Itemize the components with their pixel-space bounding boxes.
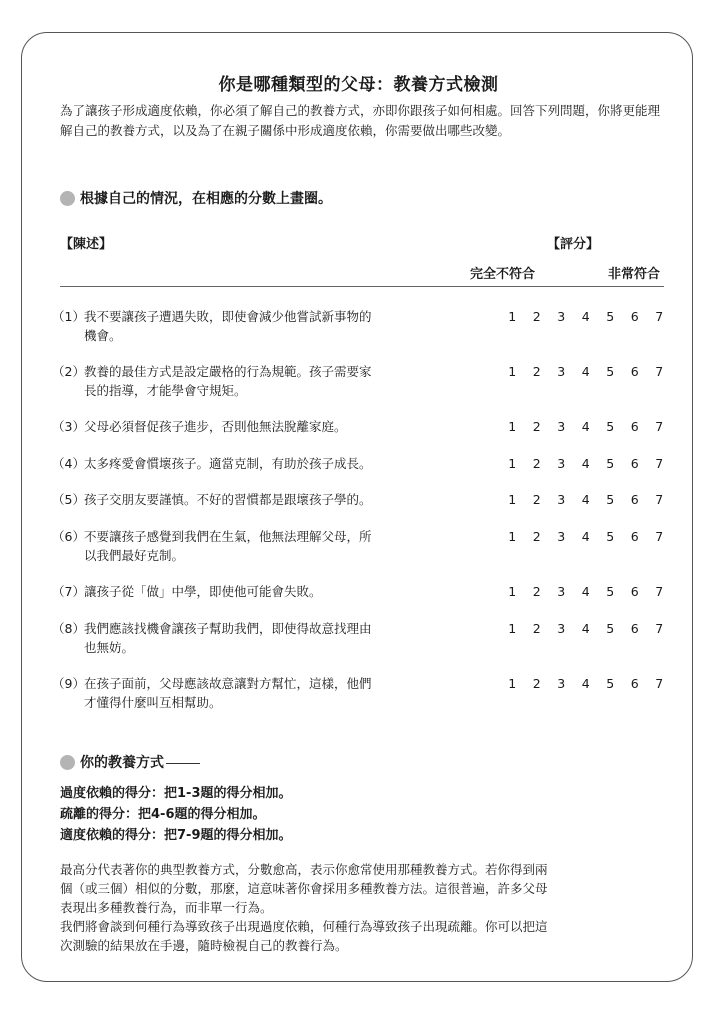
item-statement (84, 362, 484, 400)
rating-option-5[interactable]: 5 (606, 529, 615, 544)
rating-option-4[interactable]: 4 (581, 621, 590, 636)
rating-option-2[interactable]: 2 (532, 364, 541, 379)
rating-option-3[interactable]: 3 (557, 529, 566, 544)
item-statement (84, 490, 484, 509)
item-statement-line: 父母必須督促孩子進步，否則他無法脫離家庭。 (84, 419, 347, 434)
rating-option-7[interactable]: 7 (655, 309, 664, 324)
item-statement (84, 674, 484, 712)
scoring-rule-detachment: 疏離的得分：把4-6題的得分相加。 (60, 807, 266, 822)
rating-option-4[interactable]: 4 (581, 676, 590, 691)
parenting-style-heading (60, 752, 200, 772)
rating-option-1[interactable]: 1 (508, 676, 517, 691)
rating-scale (500, 490, 672, 509)
rating-option-2[interactable]: 2 (532, 456, 541, 471)
item-statement-line: 我不要讓孩子遭遇失敗，即使會減少他嘗試新事物的 (84, 309, 372, 324)
rating-option-2[interactable]: 2 (532, 621, 541, 636)
item-statement-line: 孩子交朋友要謹慎。不好的習慣都是跟壞孩子學的。 (84, 492, 372, 507)
rating-option-3[interactable]: 3 (557, 419, 566, 434)
item-statement-line: 機會。 (84, 328, 122, 343)
item-statement-line: 以我們最好克制。 (84, 548, 185, 563)
rating-option-1[interactable]: 1 (508, 309, 517, 324)
rating-option-5[interactable]: 5 (606, 419, 615, 434)
rating-option-2[interactable]: 2 (532, 309, 541, 324)
rating-option-6[interactable]: 6 (630, 456, 639, 471)
item-statement (84, 582, 484, 601)
rating-scale (500, 674, 672, 693)
instruction-heading (60, 188, 332, 208)
rating-option-6[interactable]: 6 (630, 309, 639, 324)
rating-option-2[interactable]: 2 (532, 492, 541, 507)
rating-option-3[interactable]: 3 (557, 456, 566, 471)
rating-option-2[interactable]: 2 (532, 676, 541, 691)
bullet-dot-icon (60, 191, 75, 206)
rating-option-7[interactable]: 7 (655, 456, 664, 471)
rating-option-6[interactable]: 6 (630, 676, 639, 691)
item-statement-line: 教養的最佳方式是設定嚴格的行為規範。孩子需要家 (84, 364, 372, 379)
item-statement-line: 太多疼愛會慣壞孩子。適當克制，有助於孩子成長。 (84, 456, 372, 471)
item-statement (84, 454, 484, 473)
intro-paragraph: 為了讓孩子形成適度依賴，你必須了解自己的教養方式，亦即你跟孩子如何相處。回答下列問題，你將更能理解自己的教養方式，以及為了在親子關係中形成適度依賴，你需要做出哪些改變。 (60, 103, 661, 138)
rating-scale (500, 362, 672, 381)
item-number: （8） (52, 621, 85, 636)
rating-option-3[interactable]: 3 (557, 364, 566, 379)
item-statement-line: 讓孩子從「做」中學，即使他可能會失敗。 (84, 584, 322, 599)
rating-option-1[interactable]: 1 (508, 456, 517, 471)
closing-line: 次測驗的結果放在手邊，隨時檢視自己的教養行為。 (60, 938, 348, 953)
rating-column-header: 【評分】 (547, 237, 600, 252)
rating-option-7[interactable]: 7 (655, 676, 664, 691)
item-number: （4） (52, 456, 85, 471)
rating-option-6[interactable]: 6 (630, 584, 639, 599)
parenting-style-title: 你的教養方式 (80, 755, 164, 771)
rating-option-5[interactable]: 5 (606, 621, 615, 636)
item-number: （3） (52, 419, 85, 434)
closing-line: 表現出多種教養行為，而非單一行為。 (60, 900, 273, 915)
statement-column-header: 【陳述】 (60, 237, 113, 252)
item-statement-line: 不要讓孩子感覺到我們在生氣，他無法理解父母，所 (84, 529, 372, 544)
rating-option-6[interactable]: 6 (630, 492, 639, 507)
rating-option-5[interactable]: 5 (606, 584, 615, 599)
rating-option-2[interactable]: 2 (532, 584, 541, 599)
rating-option-1[interactable]: 1 (508, 364, 517, 379)
page-title: 你是哪種類型的父母：教養方式檢測 (218, 75, 499, 95)
item-statement-line: 也無妨。 (84, 640, 135, 655)
rating-scale (500, 582, 672, 601)
rating-option-2[interactable]: 2 (532, 529, 541, 544)
rating-option-4[interactable]: 4 (581, 364, 590, 379)
item-statement (84, 417, 484, 436)
rating-option-1[interactable]: 1 (508, 584, 517, 599)
heading-dash (166, 763, 200, 764)
item-number: （9） (52, 676, 85, 691)
rating-option-6[interactable]: 6 (630, 364, 639, 379)
rating-option-7[interactable]: 7 (655, 419, 664, 434)
header-divider (60, 286, 664, 287)
item-statement (84, 527, 484, 565)
rating-option-3[interactable]: 3 (557, 309, 566, 324)
rating-option-3[interactable]: 3 (557, 676, 566, 691)
rating-option-7[interactable]: 7 (655, 584, 664, 599)
rating-option-7[interactable]: 7 (655, 364, 664, 379)
rating-option-4[interactable]: 4 (581, 492, 590, 507)
item-statement-line: 才懂得什麼叫互相幫助。 (84, 695, 222, 710)
rating-option-1[interactable]: 1 (508, 492, 517, 507)
closing-line: 最高分代表著你的典型教養方式，分數愈高，表示你愈常使用那種教養方式。若你得到兩 (60, 862, 548, 877)
rating-option-4[interactable]: 4 (581, 456, 590, 471)
rating-option-5[interactable]: 5 (606, 364, 615, 379)
closing-line: 我們將會談到何種行為導致孩子出現過度依賴，何種行為導致孩子出現疏離。你可以把這 (60, 919, 548, 934)
scoring-rules (60, 783, 292, 846)
rating-option-3[interactable]: 3 (557, 621, 566, 636)
rating-option-7[interactable]: 7 (655, 621, 664, 636)
rating-option-5[interactable]: 5 (606, 492, 615, 507)
instruction-text: 根據自己的情況，在相應的分數上畫圈。 (80, 191, 332, 207)
rating-option-1[interactable]: 1 (508, 529, 517, 544)
item-statement (84, 307, 484, 345)
item-number: （5） (52, 492, 85, 507)
item-statement (84, 619, 484, 657)
rating-option-5[interactable]: 5 (606, 676, 615, 691)
item-number: （7） (52, 584, 85, 599)
rating-scale (500, 417, 672, 436)
rating-option-4[interactable]: 4 (581, 419, 590, 434)
rating-option-3[interactable]: 3 (557, 584, 566, 599)
rating-option-4[interactable]: 4 (581, 529, 590, 544)
rating-option-3[interactable]: 3 (557, 492, 566, 507)
rating-scale (500, 307, 672, 326)
rating-option-7[interactable]: 7 (655, 529, 664, 544)
rating-option-4[interactable]: 4 (581, 309, 590, 324)
bullet-dot-icon (60, 755, 75, 770)
item-number: （6） (52, 529, 85, 544)
rating-option-2[interactable]: 2 (532, 419, 541, 434)
item-number: （1） (52, 309, 85, 324)
rating-option-6[interactable]: 6 (630, 621, 639, 636)
rating-option-7[interactable]: 7 (655, 492, 664, 507)
item-statement-line: 在孩子面前，父母應該故意讓對方幫忙，這樣，他們 (84, 676, 372, 691)
rating-option-1[interactable]: 1 (508, 419, 517, 434)
rating-scale (500, 527, 672, 546)
rating-scale (500, 454, 672, 473)
closing-paragraph (60, 860, 672, 955)
rating-option-1[interactable]: 1 (508, 621, 517, 636)
rating-scale (500, 619, 672, 638)
rating-option-6[interactable]: 6 (630, 419, 639, 434)
item-number: （2） (52, 364, 85, 379)
rating-option-5[interactable]: 5 (606, 456, 615, 471)
scoring-rule-moderate-dependence: 適度依賴的得分：把7-9題的得分相加。 (60, 828, 292, 843)
item-statement-line: 長的指導，才能學會守規矩。 (84, 383, 247, 398)
scale-high-label: 非常符合 (608, 267, 661, 282)
item-statement-line: 我們應該找機會讓孩子幫助我們，即使得故意找理由 (84, 621, 372, 636)
scale-low-label: 完全不符合 (470, 267, 536, 282)
closing-line: 個（或三個）相似的分數，那麼，這意味著你會採用多種教養方法。這很普遍，許多父母 (60, 881, 548, 896)
rating-option-4[interactable]: 4 (581, 584, 590, 599)
scoring-rule-over-dependence: 過度依賴的得分：把1-3題的得分相加。 (60, 786, 292, 801)
rating-option-6[interactable]: 6 (630, 529, 639, 544)
rating-option-5[interactable]: 5 (606, 309, 615, 324)
